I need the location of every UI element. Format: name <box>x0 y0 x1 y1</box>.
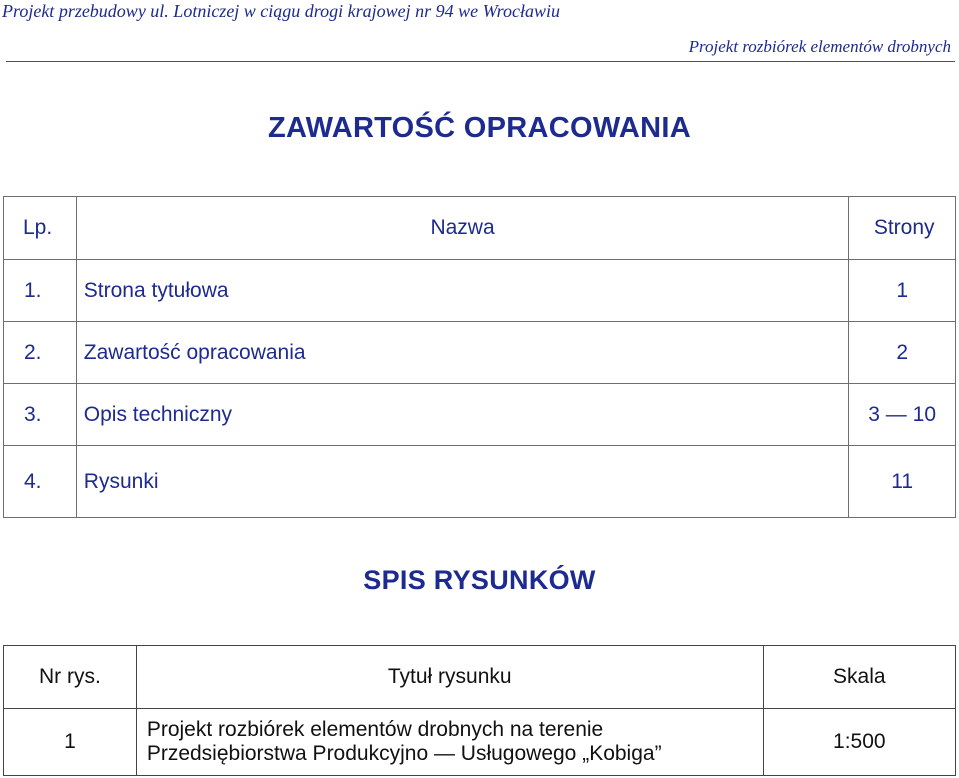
drawing-title-line-2: Przedsiębiorstwa Produkcyjno — Usługowego „Kobiga” <box>146 742 662 765</box>
drawing-scale: 1:500 <box>763 709 955 776</box>
row-lp: 3. <box>4 384 77 446</box>
table-row <box>4 260 956 322</box>
column-header-scale: Skala <box>763 646 955 709</box>
row-lp: 1. <box>4 260 77 322</box>
table-row <box>4 709 956 776</box>
column-header-pages: Strony <box>849 197 956 260</box>
drawings-heading: SPIS RYSUNKÓW <box>363 565 596 595</box>
header-divider <box>6 61 955 62</box>
column-header-lp: Lp. <box>4 197 77 260</box>
contents-heading: ZAWARTOŚĆ OPRACOWANIA <box>267 112 692 144</box>
contents-table-header-row <box>4 197 956 260</box>
drawing-number: 1 <box>4 709 137 776</box>
document-header-title: Projekt przebudowy ul. Lotniczej w ciągu drogi krajowej nr 94 we Wrocławiu <box>2 1 560 21</box>
row-name: Strona tytułowa <box>76 260 849 322</box>
row-lp: 4. <box>4 446 77 518</box>
drawings-table <box>3 645 956 776</box>
column-header-drawing-title: Tytuł rysunku <box>136 646 763 709</box>
contents-table <box>3 196 956 518</box>
column-header-drawing-number: Nr rys. <box>4 646 137 709</box>
table-row <box>4 384 956 446</box>
row-pages: 2 <box>849 322 956 384</box>
row-pages: 1 <box>849 260 956 322</box>
row-lp: 2. <box>4 322 77 384</box>
drawing-title <box>136 709 763 776</box>
drawing-title-line-1: Projekt rozbiórek elementów drobnych na terenie <box>146 718 604 741</box>
row-name: Opis techniczny <box>76 384 849 446</box>
document-header-subtitle: Projekt rozbiórek elementów drobnych <box>688 37 951 56</box>
table-row <box>4 322 956 384</box>
row-name: Zawartość opracowania <box>76 322 849 384</box>
column-header-name: Nazwa <box>76 197 849 260</box>
row-pages: 3 — 10 <box>849 384 956 446</box>
row-name: Rysunki <box>76 446 849 518</box>
drawings-table-header-row <box>4 646 956 709</box>
table-row <box>4 446 956 518</box>
row-pages: 11 <box>849 446 956 518</box>
